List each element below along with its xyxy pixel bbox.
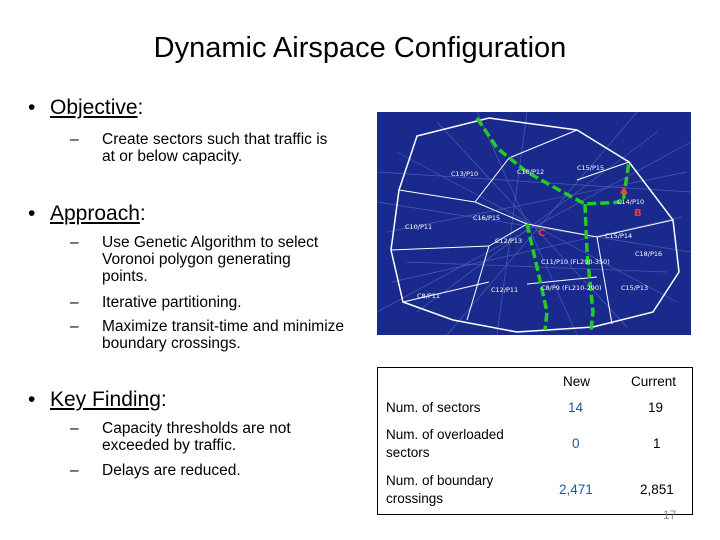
table-cell-current: 1 [653,436,661,451]
sector-label: C16/P15 [473,214,501,222]
key-finding-item-2-text: Delays are reduced. [102,462,241,479]
key-finding-item-1-text: Capacity thresholds are not exceeded by traffic. [102,420,291,454]
slide-title: Dynamic Airspace Configuration [153,32,567,64]
marker-c: C [538,228,546,239]
objective-colon: : [137,96,144,119]
approach-item-1: – Use Genetic Algorithm to select Voronoi polygon generating points. [70,234,319,285]
approach-colon: : [139,202,146,225]
sector-label: C15/P13 [621,284,649,292]
sector-label: C18/P16 [635,250,663,258]
table-cell-current: 2,851 [640,482,674,497]
sector-label: C18/P12 [517,168,545,176]
approach-item-3-text: Maximize transit-time and minimize boundary crossings. [102,318,345,352]
bullet-key-finding [28,388,167,412]
airspace-sector-map [377,112,691,335]
bullet-objective [28,96,143,120]
approach-heading: Approach [50,202,140,225]
marker-b: B [634,208,642,219]
sector-map-graphic [377,112,691,335]
key-finding-heading: Key Finding [50,388,161,411]
table-cell-new: 2,471 [559,482,593,497]
sector-label: C12/P11 [491,286,519,294]
approach-item-1-text: Use Genetic Algorithm to select Voronoi polygon generating points. [102,234,319,285]
key-finding-item-2: – Delays are reduced. [70,462,340,479]
comparison-table [377,367,693,515]
table-row-label: Num. of sectors [386,400,481,415]
objective-heading: Objective [50,96,138,119]
sector-label: C11/P10 (FL290-350) [541,258,610,266]
bullet-dot: • [28,202,36,225]
table-header-new: New [563,374,591,389]
table-cell-current: 19 [648,400,664,415]
sector-label: C14/P10 [617,198,645,206]
objective-item-text: Create sectors such that traffic is at or below capacity. [102,131,328,165]
marker-a: A [620,186,628,197]
sector-label: C10/P11 [405,223,433,231]
approach-item-3: – Maximize transit-time and minimize boundary crossings. [70,318,350,352]
objective-item: – Create sectors such that traffic is at or below capacity. [70,131,340,165]
sector-label: C13/P10 [451,170,479,178]
table-row-label: Num. of boundary crossings [386,473,494,506]
bullet-dot: • [28,388,36,411]
approach-item-2-text: Iterative partitioning. [102,294,242,311]
table-header-current: Current [631,374,677,389]
sector-label: C12/P13 [495,237,523,245]
approach-item-2: – Iterative partitioning. [70,294,340,311]
key-finding-item-1: – Capacity thresholds are not exceeded by traffic. [70,420,340,454]
page-number: 17 [663,508,677,522]
sector-label: C8/P11 [417,292,441,300]
table-cell-new: 0 [572,436,580,451]
sector-label: C15/P14 [605,232,633,240]
bullet-approach [28,202,146,226]
table-row-label: Num. of overloaded sectors [386,427,504,460]
sector-label: C15/P15 [577,164,605,172]
table-cell-new: 14 [568,400,584,415]
key-finding-colon: : [160,388,167,411]
bullet-dot: • [28,96,36,119]
sector-label: C8/P9 (FL210-290) [541,284,602,292]
